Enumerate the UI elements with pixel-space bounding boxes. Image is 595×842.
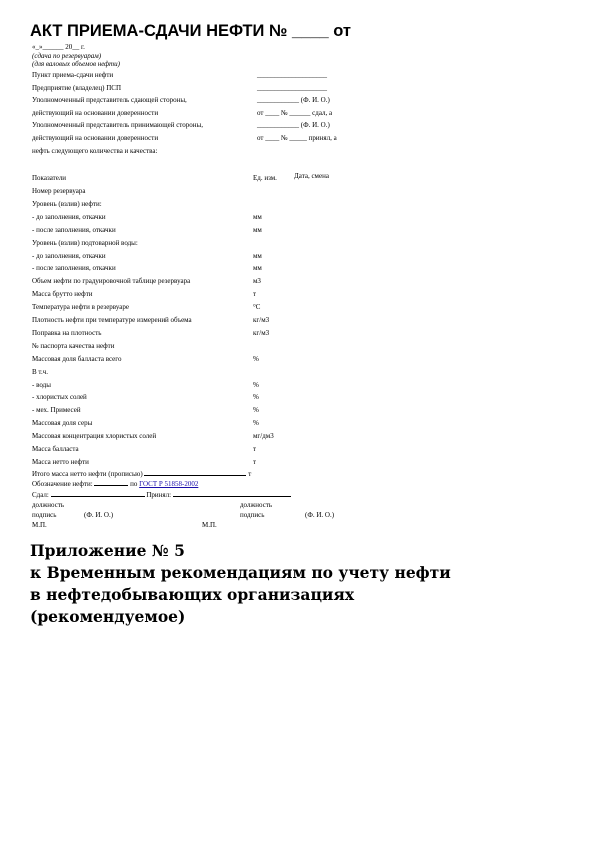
table-row-unit: кг/м3 <box>253 316 270 324</box>
info-row-label: Уполномоченный представитель сдающей стороны, <box>32 96 187 105</box>
info-row-field[interactable]: ____________________ <box>257 71 327 79</box>
table-row-label: - воды <box>32 380 51 389</box>
info-row-label: действующий на основании доверенности <box>32 134 159 142</box>
oil-po: по <box>130 480 138 488</box>
sign-right: подпись <box>240 511 265 519</box>
table-row-label: Температура нефти в резервуаре <box>32 303 129 312</box>
total-label: Итого масса нетто нефти (прописью) <box>32 470 143 478</box>
table-row-unit: % <box>253 393 259 402</box>
table-row-unit: °С <box>253 303 261 312</box>
info-row-label: Уполномоченный представитель принимающей стороны, <box>32 121 203 130</box>
received-label: Принял: <box>146 491 172 499</box>
table-row-label: - до заполнения, откачки <box>32 212 106 221</box>
handed-received-line <box>32 489 291 500</box>
table-row-label: - до заполнения, откачки <box>32 251 106 260</box>
table-row-unit: м3 <box>253 277 261 286</box>
info-row-label: нефть следующего количества и качества: <box>32 146 158 155</box>
table-row-label: Массовая доля балласта всего <box>32 354 122 363</box>
appendix-line-4: (рекомендуемое) <box>30 607 186 626</box>
table-row-label: Массовая концентрация хлористых солей <box>32 432 157 441</box>
stamp-left: М.П. <box>32 521 47 529</box>
stamp-right: М.П. <box>202 521 217 529</box>
act-title: АКТ ПРИЕМА-СДАЧИ НЕФТИ № ____ от <box>30 22 352 40</box>
info-row-field[interactable]: от ____ № ______ сдал, а <box>257 108 333 117</box>
appendix-line-3: в нефтедобывающих организациях <box>30 585 355 604</box>
table-row-label: Масса нетто нефти <box>32 457 89 466</box>
note-tanks: (сдача по резервуарам) <box>32 52 102 60</box>
table-row-unit: кг/м3 <box>253 328 270 337</box>
table-row-label: - хлористых солей <box>32 393 87 402</box>
oil-designation-line <box>32 478 198 489</box>
table-row-label: Уровень (взлив) подтоварной воды: <box>32 238 138 247</box>
table-row-label: № паспорта качества нефти <box>32 341 115 350</box>
oil-label: Обозначение нефти: <box>32 480 93 488</box>
info-row-label: Пункт приема-сдачи нефти <box>32 71 114 79</box>
table-row-label: Уровень (взлив) нефти: <box>32 199 102 208</box>
table-row-label: - после заполнения, откачки <box>32 225 116 234</box>
note-volumes: (для валовых объемов нефти) <box>32 60 120 68</box>
fio-right: (Ф. И. О.) <box>305 511 335 519</box>
appendix-line-1: Приложение № 5 <box>30 541 185 560</box>
table-row-unit: мм <box>253 212 262 221</box>
table-row-label: Номер резервуара <box>32 187 86 195</box>
info-row-field[interactable]: ____________________ <box>257 83 327 92</box>
position-right: должность <box>240 501 273 509</box>
handed-label: Сдал: <box>32 491 49 499</box>
info-row-label: действующий на основании доверенности <box>32 108 159 117</box>
appendix-line-2: к Временным рекомендациям по учету нефти <box>30 563 451 582</box>
info-row-label: Предприятие (владелец) ПСП <box>32 83 122 92</box>
handed-blank[interactable] <box>51 489 145 497</box>
total-blank[interactable] <box>144 468 246 476</box>
date-line: «_»______ 20__ г. <box>32 43 85 51</box>
position-left: должность <box>32 501 65 509</box>
table-row-label: Плотность нефти при температуре измерений объема <box>32 316 192 324</box>
gost-link[interactable]: ГОСТ Р 51858-2002 <box>139 480 199 488</box>
table-row-label: - мех. Примесей <box>32 406 81 415</box>
appendix-heading <box>30 540 451 628</box>
info-row-field[interactable]: от ____ № _____ принял, а <box>257 134 337 142</box>
info-row-field[interactable]: ____________ (Ф. И. О.) <box>257 96 330 105</box>
col-param-header: Показатели <box>32 174 67 182</box>
table-row-label: - после заполнения, откачки <box>32 264 116 273</box>
info-row-field[interactable]: ____________ (Ф. И. О.) <box>257 121 330 130</box>
col-unit-header: Ед. изм. <box>253 174 277 182</box>
table-row-label: Объем нефти по градуировочной таблице резервуара <box>32 277 191 286</box>
table-row-unit: т <box>253 445 257 453</box>
table-row-unit: % <box>253 380 259 389</box>
table-row-unit: % <box>253 419 259 428</box>
col-date-header: Дата, смена <box>294 172 329 180</box>
table-row-label: Масса балласта <box>32 445 79 453</box>
table-row-unit: % <box>253 406 259 415</box>
fio-left: (Ф. И. О.) <box>84 511 114 519</box>
table-row-label: Массовая доля серы <box>32 419 93 428</box>
table-row-label: Масса брутто нефти <box>32 290 93 299</box>
table-row-unit: % <box>253 354 259 363</box>
oil-blank[interactable] <box>94 478 128 486</box>
sign-left: подпись <box>32 511 57 519</box>
table-row-unit: мм <box>253 251 262 260</box>
table-row-unit: мм <box>253 264 262 273</box>
table-row-unit: мм <box>253 225 262 234</box>
total-unit: т <box>248 470 252 478</box>
received-blank[interactable] <box>173 489 291 497</box>
table-row-label: В т.ч. <box>32 367 48 376</box>
table-row-unit: мг/дм3 <box>253 432 274 441</box>
table-row-unit: т <box>253 457 257 466</box>
table-row-label: Поправка на плотность <box>32 328 102 337</box>
table-row-unit: т <box>253 290 257 299</box>
